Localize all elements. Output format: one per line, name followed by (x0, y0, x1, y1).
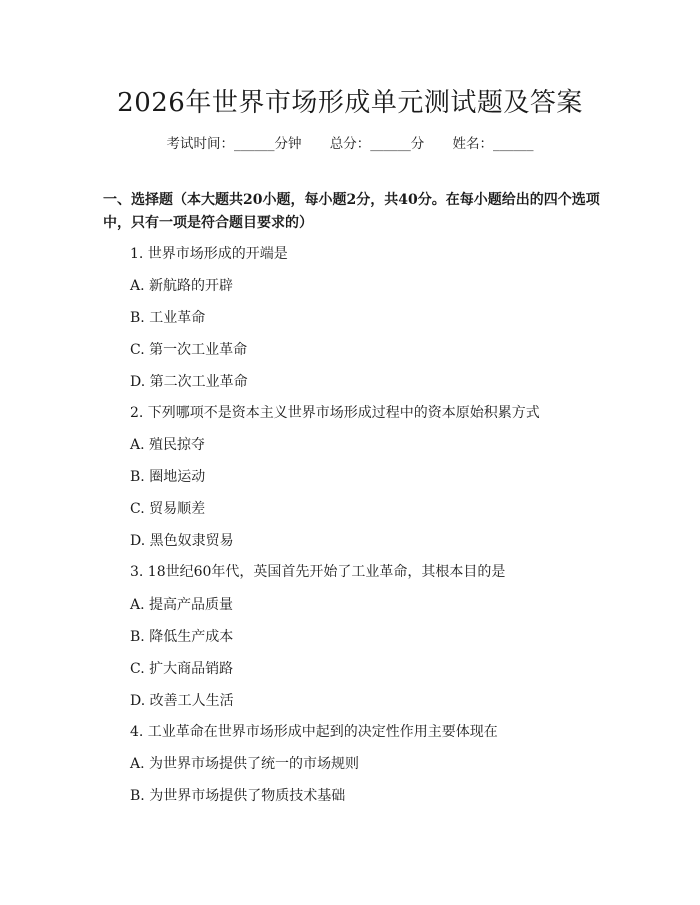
answer-option: A. 提高产品质量 (130, 597, 234, 613)
answer-option: B. 为世界市场提供了物质技术基础 (130, 788, 346, 804)
question-stem: 4. 工业革命在世界市场形成中起到的决定性作用主要体现在 (130, 724, 498, 740)
question-stem: 2. 下列哪项不是资本主义世界市场形成过程中的资本原始积累方式 (130, 405, 540, 421)
answer-option: C. 扩大商品销路 (130, 661, 234, 677)
exam-time-field: 考试时间：______分钟 (166, 136, 302, 152)
answer-option: C. 贸易顺差 (130, 501, 206, 517)
answer-option: B. 工业革命 (130, 310, 206, 326)
answer-option: D. 黑色奴隶贸易 (130, 533, 234, 549)
question-stem: 3. 18世纪60年代，英国首先开始了工业革命，其根本目的是 (130, 564, 506, 580)
answer-option: B. 圈地运动 (130, 469, 206, 485)
student-name-field: 姓名：______ (452, 136, 534, 152)
answer-option: D. 改善工人生活 (130, 693, 234, 709)
question-stem: 1. 世界市场形成的开端是 (130, 246, 288, 262)
answer-option: B. 降低生产成本 (130, 629, 234, 645)
answer-option: A. 为世界市场提供了统一的市场规则 (130, 756, 360, 772)
answer-option: A. 新航路的开辟 (130, 278, 234, 294)
page-title: 2026年世界市场形成单元测试题及答案 (117, 88, 583, 118)
answer-option: A. 殖民掠夺 (130, 437, 206, 453)
answer-option: C. 第一次工业革命 (130, 342, 248, 358)
section-heading: 一、选择题（本大题共20小题，每小题2分，共40分。在每小题给出的四个选项中，只有一项是符合题目要求的） (103, 192, 600, 231)
answer-option: D. 第二次工业革命 (130, 374, 248, 390)
total-score-field: 总分：______分 (329, 136, 425, 152)
